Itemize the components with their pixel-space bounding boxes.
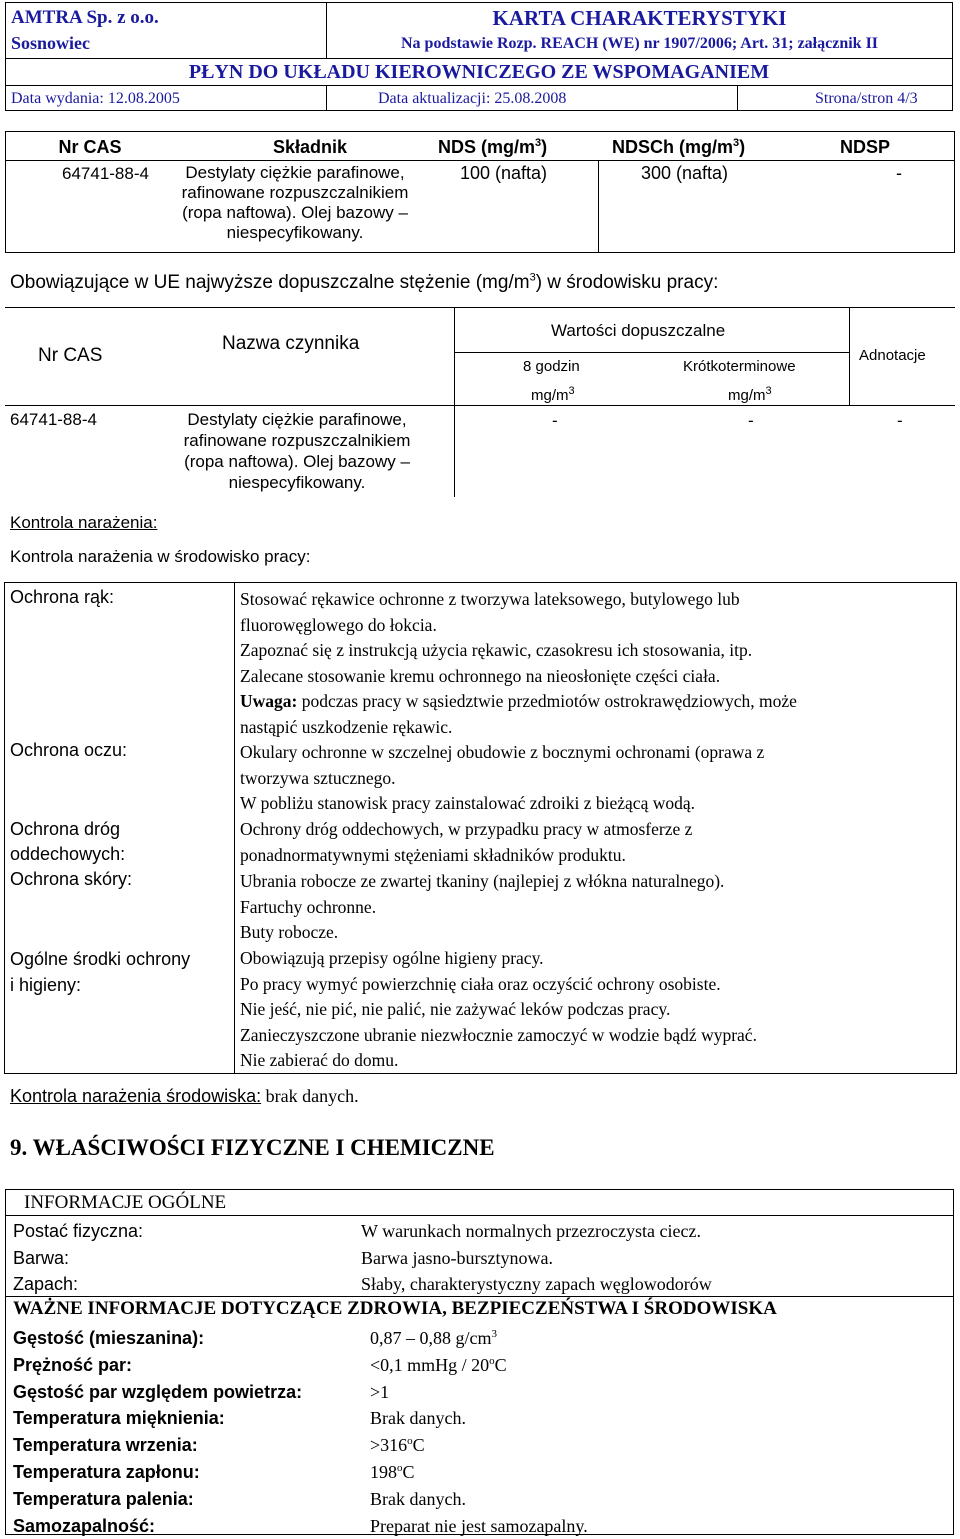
issue-date: Data wydania: 12.08.2005 <box>11 90 180 107</box>
eye-protection-label: Ochrona oczu: <box>10 740 128 760</box>
text-line: Destylaty ciężkie parafinowe, <box>185 163 405 182</box>
text-line: Nie jeść, nie pić, nie palić, nie zażywać leków podczas pracy. <box>240 999 671 1019</box>
property-label: Temperatura zapłonu: <box>13 1461 200 1482</box>
text-line: W pobliżu stanowisk pracy zainstalować zdroiki z bieżącą wodą. <box>240 793 695 813</box>
property-row <box>13 1459 943 1486</box>
table2-cell-8h: - <box>552 411 558 430</box>
table2-header-name: Nazwa czynnika <box>222 333 360 354</box>
text-line: Po pracy wymyć powierzchnię ciała oraz oczyścić ochrony osobiste. <box>240 973 721 994</box>
table-cell-cas: 64741-88-4 <box>62 164 149 183</box>
table2-cell-name <box>152 409 442 493</box>
page-number: Strona/stron 4/3 <box>815 90 918 107</box>
property-label: Temperatura palenia: <box>13 1488 194 1509</box>
text-line: Ubrania robocze ze zwartej tkaniny (najlepiej z włókna naturalnego). <box>240 871 725 891</box>
header-divider <box>5 85 953 86</box>
product-name: PŁYN DO UKŁADU KIEROWNICZEGO ZE WSPOMAGANIEM <box>188 61 770 83</box>
table-header-nds: NDS $(mg/m^3)$ <box>438 137 548 157</box>
property-row <box>13 1352 943 1379</box>
table2-header-cas: Nr CAS <box>38 345 103 366</box>
property-row <box>13 1218 943 1245</box>
table2-sub-line <box>454 352 849 353</box>
legal-basis: Na podstawie Rozp. REACH (WE) nr 1907/2006; Art. 31; załącznik II <box>400 35 879 52</box>
section-9-heading: 9. WŁAŚCIWOŚCI FIZYCZNE I CHEMICZNE <box>10 1135 495 1160</box>
property-row <box>13 1405 943 1432</box>
text-line: niespecyfikowany. <box>226 223 364 242</box>
text-line: Zalecane stosowanie kremu ochronnego na nieosłonięte części ciała. <box>240 665 721 686</box>
table2-cell-cas: 64741-88-4 <box>10 410 97 429</box>
table-divider <box>5 1215 954 1216</box>
hygiene-text <box>240 946 950 1074</box>
header-divider <box>737 85 738 111</box>
property-value: $>316^oC$ <box>370 1435 425 1456</box>
text-line: Obowiązują przepisy ogólne higieny pracy. <box>240 948 544 968</box>
hand-protection-text <box>240 587 950 740</box>
text-line: Zapoznać się z instrukcją użycia rękawic, czasokresu ich stosowania, itp. <box>240 640 753 660</box>
env-exposure <box>10 1086 359 1107</box>
exposure-heading: Kontrola narażenia: <box>10 513 158 532</box>
text-line: Nie zabierać do domu. <box>240 1050 399 1070</box>
skin-protection-text <box>240 869 950 946</box>
text-line: tworzywa sztucznego. <box>240 767 396 788</box>
table2-col-divider <box>849 307 850 405</box>
property-row <box>13 1379 943 1406</box>
property-value: Słaby, charakterystyczny zapach węglowodorów <box>361 1274 712 1294</box>
text-line: Fartuchy ochronne. <box>240 896 377 917</box>
respiratory-protection-text <box>240 817 950 868</box>
property-label: Prężność par: <box>13 1354 133 1375</box>
important-properties <box>13 1325 943 1539</box>
text-line: oddechowych: <box>10 844 126 864</box>
table-cell-ndsp: - <box>896 163 902 183</box>
text-line: Buty robocze. <box>240 922 339 942</box>
eye-protection-text <box>240 740 950 817</box>
text-line: (ropa naftowa). Olej bazowy – <box>182 203 408 222</box>
company-city: Sosnowiec <box>11 33 91 53</box>
property-label: Samozapalność: <box>13 1515 156 1536</box>
company-name: AMTRA Sp. z o.o. <box>11 7 159 28</box>
table-cell-nds: 100 (nafta) <box>460 163 548 183</box>
table2-header-line <box>5 405 955 406</box>
table2-header-notes: Adnotacje <box>859 347 926 364</box>
update-date: Data aktualizacji: 25.08.2008 <box>378 90 567 107</box>
table-cell-component <box>150 163 440 243</box>
property-label: Zapach: <box>13 1274 79 1294</box>
env-exposure-label: Kontrola narażenia środowiska: <box>10 1086 262 1106</box>
property-value: Preparat nie jest samozapalny. <box>370 1515 588 1536</box>
property-value: 198$^o$C <box>370 1461 415 1482</box>
text-line: rafinowane rozpuszczalnikiem <box>183 431 411 450</box>
table2-unit-8h: $mg/m^3$ <box>531 385 575 404</box>
property-row <box>13 1325 943 1352</box>
protection-col-divider <box>234 582 235 1074</box>
header-divider <box>5 58 953 59</box>
table2-col-divider <box>454 307 455 497</box>
property-value: <0,1 mmHg / 20$^o$C <box>370 1354 507 1375</box>
property-value: Brak danych. <box>370 1408 466 1429</box>
property-label: Postać fizyczna: <box>13 1221 144 1241</box>
important-info-heading: WAŻNE INFORMACJE DOTYCZĄCE ZDROWIA, BEZPIECZEŃSTWA I ŚRODOWISKA <box>13 1298 777 1319</box>
respiratory-protection-label <box>10 817 125 867</box>
text-line: Ogólne środki ochrony <box>10 949 191 969</box>
text-line: ponadnormatywnymi stężeniami składników produktu. <box>240 844 626 865</box>
property-row <box>13 1513 943 1539</box>
property-row <box>13 1486 943 1513</box>
table2-header-short: Krótkoterminowe <box>683 358 796 375</box>
table-col-divider <box>598 160 599 253</box>
table-row-divider <box>5 160 955 161</box>
property-label: Gęstość par względem powietrza: <box>13 1381 303 1402</box>
table-header-cas: Nr CAS <box>58 137 122 157</box>
general-info-heading: INFORMACJE OGÓLNE <box>24 1192 227 1213</box>
property-label: Temperatura wrzenia: <box>13 1435 198 1456</box>
eu-limit-heading: Obowiązujące w UE najwyższe dopuszczalne stężenie $(mg/m^3)$ w środowisku pracy: <box>10 271 719 293</box>
hand-protection-label: Ochrona rąk: <box>10 587 115 607</box>
property-value: W warunkach normalnych przezroczysta ciecz. <box>361 1221 701 1241</box>
property-value: >1 <box>370 1381 390 1402</box>
property-row <box>13 1432 943 1459</box>
text-line: i higieny: <box>10 975 82 995</box>
table2-unit-short: $mg/m^3$ <box>728 385 772 404</box>
text-line: Stosować rękawice ochronne z tworzywa lateksowego, butylowego lub <box>240 589 740 609</box>
text-line: Uwaga: podczas pracy w sąsiedztwie przedmiotów ostrokrawędziowych, może <box>240 691 797 711</box>
property-value: Brak danych. <box>370 1488 466 1509</box>
text-line: Ochrony dróg oddechowych, w przypadku pracy w atmosferze z <box>240 819 693 839</box>
table-header-ndsp: NDSP <box>840 137 891 157</box>
table2-cell-notes: - <box>897 411 903 430</box>
text-line: Zanieczyszczone ubranie niezwłocznie zamoczyć w wodzie bądź wyprać. <box>240 1024 757 1045</box>
property-label: Barwa: <box>13 1247 70 1268</box>
env-exposure-value: brak danych. <box>265 1086 359 1106</box>
text-line: rafinowane rozpuszczalnikiem <box>181 183 409 202</box>
property-label: Gęstość (mieszanina): <box>13 1328 205 1348</box>
hygiene-label <box>10 946 190 998</box>
property-label: Temperatura mięknienia: <box>13 1408 225 1429</box>
skin-protection-label: Ochrona skóry: <box>10 869 133 889</box>
table-cell-ndsch: 300 (nafta) <box>641 163 729 183</box>
general-properties <box>13 1218 943 1298</box>
property-value: 0,87 – 0,88 $g/cm^3$ <box>370 1328 497 1348</box>
text-line: Ochrona dróg <box>10 819 121 839</box>
property-value: Barwa jasno-bursztynowa. <box>361 1247 553 1268</box>
document-title: KARTA CHARAKTERYSTYKI <box>492 6 787 30</box>
table2-cell-short: - <box>748 411 754 430</box>
table2-top-line <box>5 307 955 308</box>
table2-header-values: Wartości dopuszczalne <box>551 321 726 340</box>
text-line: Destylaty ciężkie parafinowe, <box>187 410 407 429</box>
text-line: fluorowęglowego do łokcia. <box>240 614 437 635</box>
property-row <box>13 1271 943 1298</box>
text-line: nastąpić uszkodzenie rękawic. <box>240 716 453 737</box>
text-line: niespecyfikowany. <box>228 473 366 492</box>
text-line: Okulary ochronne w szczelnej obudowie z bocznymi ochronami (oprawa z <box>240 742 765 762</box>
table2-header-8h: 8 godzin <box>523 358 580 375</box>
table-header-component: Składnik <box>272 137 348 157</box>
header-divider <box>326 85 327 111</box>
property-row <box>13 1245 943 1272</box>
text-line: (ropa naftowa). Olej bazowy – <box>184 452 410 471</box>
work-exposure-heading: Kontrola narażenia w środowisko pracy: <box>10 547 311 566</box>
table-header-ndsch: NDSCh $(mg/m^3)$ <box>612 137 746 157</box>
